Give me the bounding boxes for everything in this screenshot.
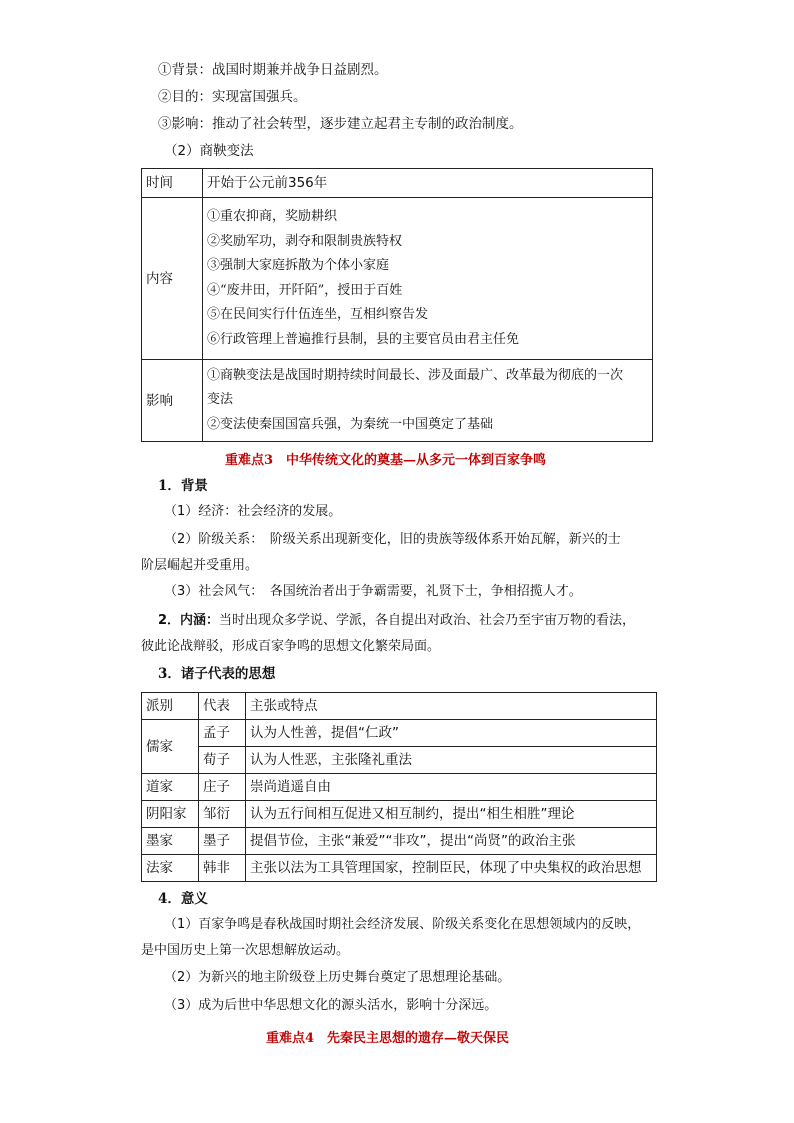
school-cell: 道家 [142,774,199,801]
table-row [142,828,657,855]
rep-cell: 荀子 [199,747,246,774]
idea-cell: 认为人性善，提倡“仁政” [246,720,657,747]
meaning-item: （1）百家争鸣是春秋战国时期社会经济发展、阶级关系变化在思想领域内的反映， [164,917,641,932]
meaning-item: （3）成为后世中华思想文化的源头活水，影响十分深远。 [164,998,498,1013]
table-row [142,774,657,801]
content-label: 内容 [142,198,203,360]
content-item: ①重农抑商，奖励耕织 [207,209,338,224]
header-school: 派别 [142,693,199,720]
connotation-label: 2．内涵： [158,613,220,628]
bg-item: （2）阶级关系： 阶级关系出现新变化，旧的贵族等级体系开始瓦解，新兴的士 [164,532,621,547]
table-row [142,855,657,882]
bg-item-cont: 阶层崛起并受重用。 [141,558,259,573]
school-cell: 儒家 [142,720,199,774]
table-row [142,801,657,828]
table-row [142,747,657,774]
impact-label: 影响 [142,360,203,442]
school-cell: 法家 [142,855,199,882]
impact-item: ②变法使秦国国富兵强，为秦统一中国奠定了基础 [207,416,494,432]
impact-item: ③影响：推动了社会转型，逐步建立起君主专制的政治制度。 [158,116,523,132]
table-row [142,360,653,442]
impact-cell [203,360,653,442]
bg-item: （1）经济：社会经济的发展。 [164,504,342,519]
rep-cell: 庄子 [199,774,246,801]
header-idea: 主张或特点 [246,693,657,720]
purpose-item: ②目的：实现富国强兵。 [158,89,307,105]
section-heading-point3: 重难点3 中华传统文化的奠基—从多元一体到百家争鸣 [225,453,547,468]
idea-cell: 认为人性恶，主张隆礼重法 [246,747,657,774]
meaning-item: （2）为新兴的地主阶级登上历史舞台奠定了思想理论基础。 [164,970,511,985]
header-rep: 代表 [199,693,246,720]
idea-cell: 主张以法为工具管理国家，控制臣民，体现了中央集权的政治思想 [246,855,657,882]
impact-item: 变法 [207,392,234,408]
background-item: ①背景：战国时期兼并战争日益剧烈。 [158,62,388,78]
table-row [142,169,653,198]
rep-cell: 孟子 [199,720,246,747]
connotation-text: 当时出现众多学说、学派，各自提出对政治、社会乃至宇宙万物的看法， [219,613,636,628]
content-item: ②奖励军功，剥夺和限制贵族特权 [207,233,403,249]
section-heading-point4: 重难点4 先秦民主思想的遗存—敬天保民 [266,1031,510,1046]
idea-cell: 提倡节俭，主张“兼爱”“非攻”，提出“尚贤”的政治主张 [246,828,657,855]
rep-cell: 韩非 [199,855,246,882]
meaning-item-cont: 是中国历史上第一次思想解放运动。 [141,943,350,958]
content-item: ⑥行政管理上普遍推行县制，县的主要官员由君主任免 [207,331,520,347]
rep-cell: 邹衍 [199,801,246,828]
time-label: 时间 [142,169,203,198]
content-cell [203,198,653,360]
rep-cell: 墨子 [199,828,246,855]
thinkers-table [141,692,657,882]
content-item: ⑤在民间实行什伍连坐，互相纠察告发 [207,307,429,322]
shang-yang-table [141,168,653,442]
meaning-title: 4．意义 [158,891,208,907]
time-value: 开始于公元前356年 [203,169,653,198]
impact-item: ①商鞅变法是战国时期持续时间最长、涉及面最广、改革最为彻底的一次 [207,367,624,383]
connotation-text-cont: 彼此论战辩驳，形成百家争鸣的思想文化繁荣局面。 [141,639,441,654]
connotation-line [158,611,635,631]
content-item: ④“废井田，开阡陌”，授田于百姓 [207,282,403,298]
thinkers-title: 3．诸子代表的思想 [158,666,276,682]
table-header-row [142,693,657,720]
idea-cell: 崇尚逍遥自由 [246,774,657,801]
table-row [142,198,653,360]
school-cell: 墨家 [142,828,199,855]
section-title-shang-yang: （2）商鞅变法 [164,143,254,159]
school-cell: 阴阳家 [142,801,199,828]
idea-cell: 认为五行间相互促进又相互制约，提出“相生相胜”理论 [246,801,657,828]
table-row [142,720,657,747]
background-title: 1．背景 [158,478,208,494]
bg-item: （3）社会风气： 各国统治者出于争霸需要，礼贤下士，争相招揽人才。 [164,584,582,599]
content-item: ③强制大家庭拆散为个体小家庭 [207,258,390,273]
